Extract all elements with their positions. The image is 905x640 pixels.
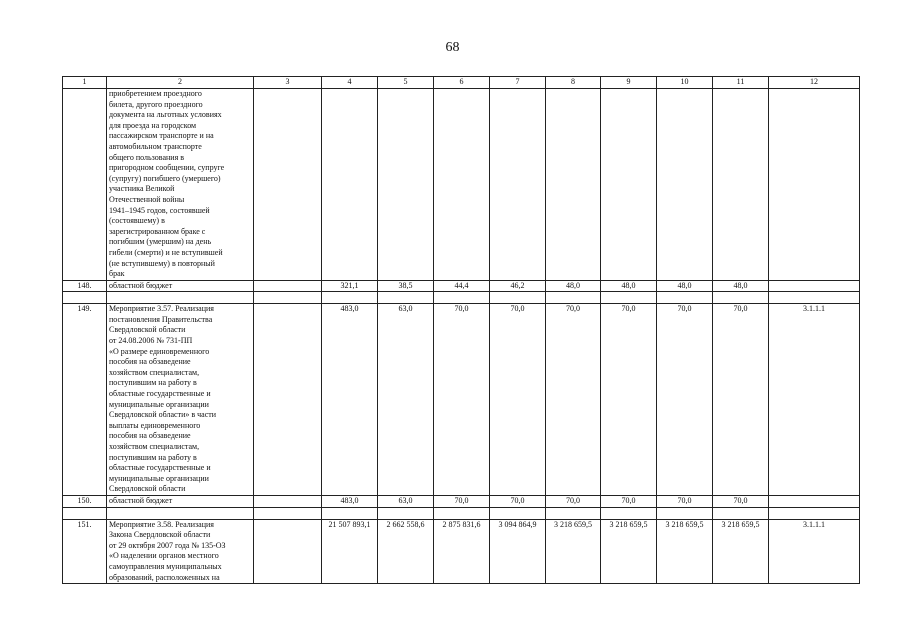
cell-col-6 [434, 89, 490, 281]
cell-col-11 [713, 89, 769, 281]
row-spacer [63, 292, 860, 304]
cell-col-7: 70,0 [490, 304, 546, 496]
column-header: 10 [657, 77, 713, 89]
row-number: 151. [63, 519, 107, 584]
column-header: 1 [63, 77, 107, 89]
table-row [63, 304, 860, 496]
cell-col-7 [490, 89, 546, 281]
table-row [63, 519, 860, 584]
row-description: приобретением проездного билета, другого проездного документа на льготных условиях для проезда на городском пассажирском транспорте и на автомобильном транспорте общего пользования в пригородном сообщении, супруге (супругу) погибшего (умершего) участника Великой Отечественной войны 1941–1945 годов, состоявшей (состоявшему) в зарегистрированном браке с погибшим (умершим) на день гибели (смерти) и не вступившей (не вступившему) в повторный брак [107, 89, 254, 281]
cell-col-9 [601, 89, 657, 281]
cell-col-5: 38,5 [378, 280, 434, 292]
row-number: 149. [63, 304, 107, 496]
row-number: 148. [63, 280, 107, 292]
column-header: 11 [713, 77, 769, 89]
row-description: областной бюджет [107, 495, 254, 507]
cell-col-11: 48,0 [713, 280, 769, 292]
row-description: Мероприятие 3.57. Реализация постановления Правительства Свердловской области от 24.08.2006 № 731-ПП «О размере единовременного пособия на обзаведение хозяйством специалистам, поступившим на работу в областные государственные и муниципальные организации Свердловской области» в части выплаты единовременного пособия на обзаведение хозяйством специалистам, поступившим на работу в областные государственные и муниципальные организации Свердловской области [107, 304, 254, 496]
column-header: 7 [490, 77, 546, 89]
cell-col-3 [254, 304, 322, 496]
column-header: 8 [546, 77, 601, 89]
column-header: 5 [378, 77, 434, 89]
row-number: 150. [63, 495, 107, 507]
page-number: 68 [445, 40, 460, 55]
cell-col-7: 70,0 [490, 495, 546, 507]
cell-col-6: 70,0 [434, 495, 490, 507]
cell-col-4: 483,0 [322, 304, 378, 496]
cell-col-6: 70,0 [434, 304, 490, 496]
cell-col-3 [254, 89, 322, 281]
cell-col-10: 48,0 [657, 280, 713, 292]
row-description: областной бюджет [107, 280, 254, 292]
column-header: 3 [254, 77, 322, 89]
cell-col-12: 3.1.1.1 [769, 519, 860, 584]
column-header: 6 [434, 77, 490, 89]
cell-col-12: 3.1.1.1 [769, 304, 860, 496]
cell-col-5 [378, 89, 434, 281]
cell-col-11: 3 218 659,5 [713, 519, 769, 584]
cell-col-3 [254, 280, 322, 292]
cell-col-10: 70,0 [657, 304, 713, 496]
cell-col-6: 44,4 [434, 280, 490, 292]
table-header-row [63, 77, 860, 89]
cell-col-9: 70,0 [601, 495, 657, 507]
cell-col-5: 2 662 558,6 [378, 519, 434, 584]
cell-col-5: 63,0 [378, 304, 434, 496]
cell-col-10 [657, 89, 713, 281]
cell-col-5: 63,0 [378, 495, 434, 507]
cell-col-6: 2 875 831,6 [434, 519, 490, 584]
column-header: 2 [107, 77, 254, 89]
cell-col-11: 70,0 [713, 495, 769, 507]
table-row [63, 495, 860, 507]
cell-col-7: 3 094 864,9 [490, 519, 546, 584]
table-row [63, 280, 860, 292]
cell-col-8: 3 218 659,5 [546, 519, 601, 584]
cell-col-8 [546, 89, 601, 281]
column-header: 4 [322, 77, 378, 89]
column-header: 12 [769, 77, 860, 89]
cell-col-4: 483,0 [322, 495, 378, 507]
row-number [63, 89, 107, 281]
cell-col-12 [769, 89, 860, 281]
cell-col-12 [769, 495, 860, 507]
cell-col-9: 48,0 [601, 280, 657, 292]
cell-col-10: 70,0 [657, 495, 713, 507]
column-header: 9 [601, 77, 657, 89]
budget-table [62, 76, 860, 584]
table-row [63, 89, 860, 281]
cell-col-12 [769, 280, 860, 292]
row-spacer [63, 507, 860, 519]
cell-col-4: 21 507 893,1 [322, 519, 378, 584]
cell-col-8: 48,0 [546, 280, 601, 292]
cell-col-9: 70,0 [601, 304, 657, 496]
cell-col-8: 70,0 [546, 495, 601, 507]
cell-col-10: 3 218 659,5 [657, 519, 713, 584]
cell-col-9: 3 218 659,5 [601, 519, 657, 584]
cell-col-3 [254, 519, 322, 584]
cell-col-8: 70,0 [546, 304, 601, 496]
cell-col-4: 321,1 [322, 280, 378, 292]
cell-col-11: 70,0 [713, 304, 769, 496]
row-description: Мероприятие 3.58. Реализация Закона Свердловской области от 29 октября 2007 года № 135-ОЗ «О наделении органов местного самоуправления муниципальных образований, расположенных на [107, 519, 254, 584]
cell-col-3 [254, 495, 322, 507]
cell-col-4 [322, 89, 378, 281]
cell-col-7: 46,2 [490, 280, 546, 292]
